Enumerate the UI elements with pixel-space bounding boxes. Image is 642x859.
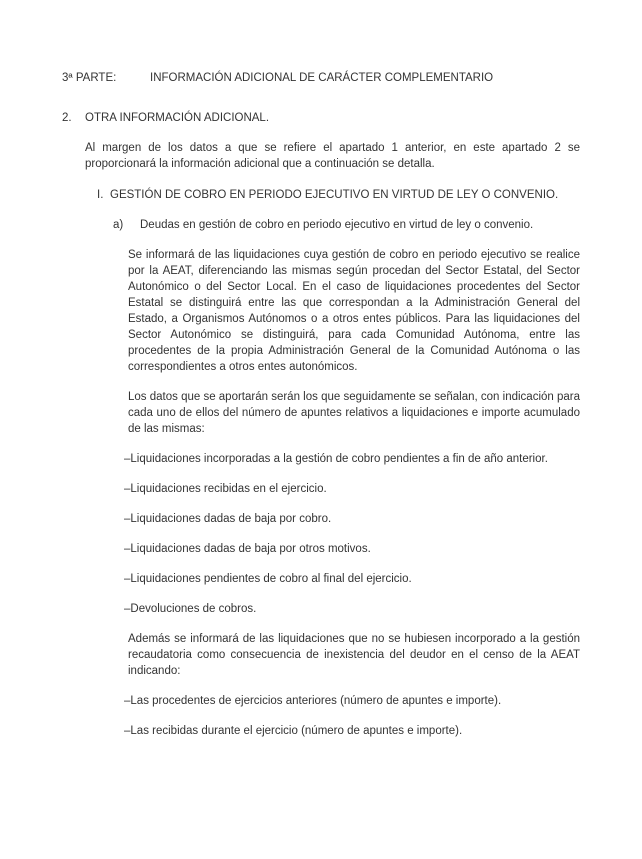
- list-item-text: Liquidaciones dadas de baja por cobro.: [130, 513, 332, 525]
- list-item: [124, 693, 580, 709]
- dash-marker: –: [124, 453, 131, 465]
- section-number: 2.: [62, 112, 72, 124]
- part-label: 3ª PARTE:: [62, 72, 117, 84]
- list-item: [124, 723, 580, 739]
- dash-marker: –: [124, 573, 131, 585]
- list-item-text: Las recibidas durante el ejercicio (número de apuntes e importe).: [130, 725, 463, 737]
- section-heading: [62, 110, 580, 126]
- list-item: [124, 481, 580, 497]
- item-a-heading: [113, 217, 580, 233]
- list-item-text: Las procedentes de ejercicios anteriores (número de apuntes e importe).: [130, 695, 502, 707]
- dash-marker: –: [124, 513, 131, 525]
- list-item: [124, 571, 580, 587]
- dash-marker: –: [124, 543, 131, 555]
- dash-marker: –: [124, 603, 131, 615]
- list-item: [124, 451, 580, 467]
- item-a-label: a): [113, 219, 124, 231]
- dash-marker: –: [124, 725, 131, 737]
- list-item-text: Liquidaciones incorporadas a la gestión de cobro pendientes a fin de año anterior.: [130, 453, 548, 465]
- list-item: [124, 601, 580, 617]
- subsection-heading: [97, 187, 580, 203]
- list-item: [124, 511, 580, 527]
- part-title: INFORMACIÓN ADICIONAL DE CARÁCTER COMPLEMENTARIO: [150, 72, 494, 84]
- paragraph-datos-aportados: Los datos que se aportarán serán los que seguidamente se señalan, con indicación para cada uno de ellos del número de apuntes relativos a liquidaciones e importe acumulado de las mismas:: [128, 391, 580, 435]
- paragraph-ademas: Además se informará de las liquidaciones que no se hubiesen incorporado a la gestión recaudatoria como consecuencia de inexistencia del deudor en el censo de la AEAT indicando:: [128, 633, 580, 677]
- dash-marker: –: [124, 695, 131, 707]
- list-item-text: Devoluciones de cobros.: [130, 603, 257, 615]
- subsection-numeral: I.: [97, 189, 104, 201]
- list-item-text: Liquidaciones pendientes de cobro al final del ejercicio.: [130, 573, 412, 585]
- list-item-text: Liquidaciones dadas de baja por otros motivos.: [130, 543, 371, 555]
- dash-marker: –: [124, 483, 131, 495]
- item-a-title: Deudas en gestión de cobro en periodo ejecutivo en virtud de ley o convenio.: [140, 219, 534, 231]
- part-heading: [62, 70, 580, 86]
- subsection-title: GESTIÓN DE COBRO EN PERIODO EJECUTIVO EN VIRTUD DE LEY O CONVENIO.: [110, 189, 559, 201]
- section-intro-paragraph: Al margen de los datos a que se refiere el apartado 1 anterior, en este apartado 2 se proporcionará la información adicional que a continuación se detalla.: [85, 142, 580, 170]
- list-item: [124, 541, 580, 557]
- paragraph-liquidaciones: Se informará de las liquidaciones cuya gestión de cobro en periodo ejecutivo se realice por la AEAT, diferenciando las mismas según procedan del Sector Estatal, del Sector Autonómico o del Sector Local. En el caso de liquidaciones procedentes del Sector Estatal se distinguirá entre las que correspondan a la Administración General del Estado, a Organismos Autónomos o a otros entes públicos. Para las liquidaciones del Sector Autonómico se distinguirá, para cada Comunidad Autónoma, entre las procedentes de la propia Administración General de la Comunidad Autónoma o las correspondientes a otros entes autonómicos.: [128, 249, 580, 373]
- section-title: OTRA INFORMACIÓN ADICIONAL.: [85, 112, 270, 124]
- list-item-text: Liquidaciones recibidas en el ejercicio.: [130, 483, 327, 495]
